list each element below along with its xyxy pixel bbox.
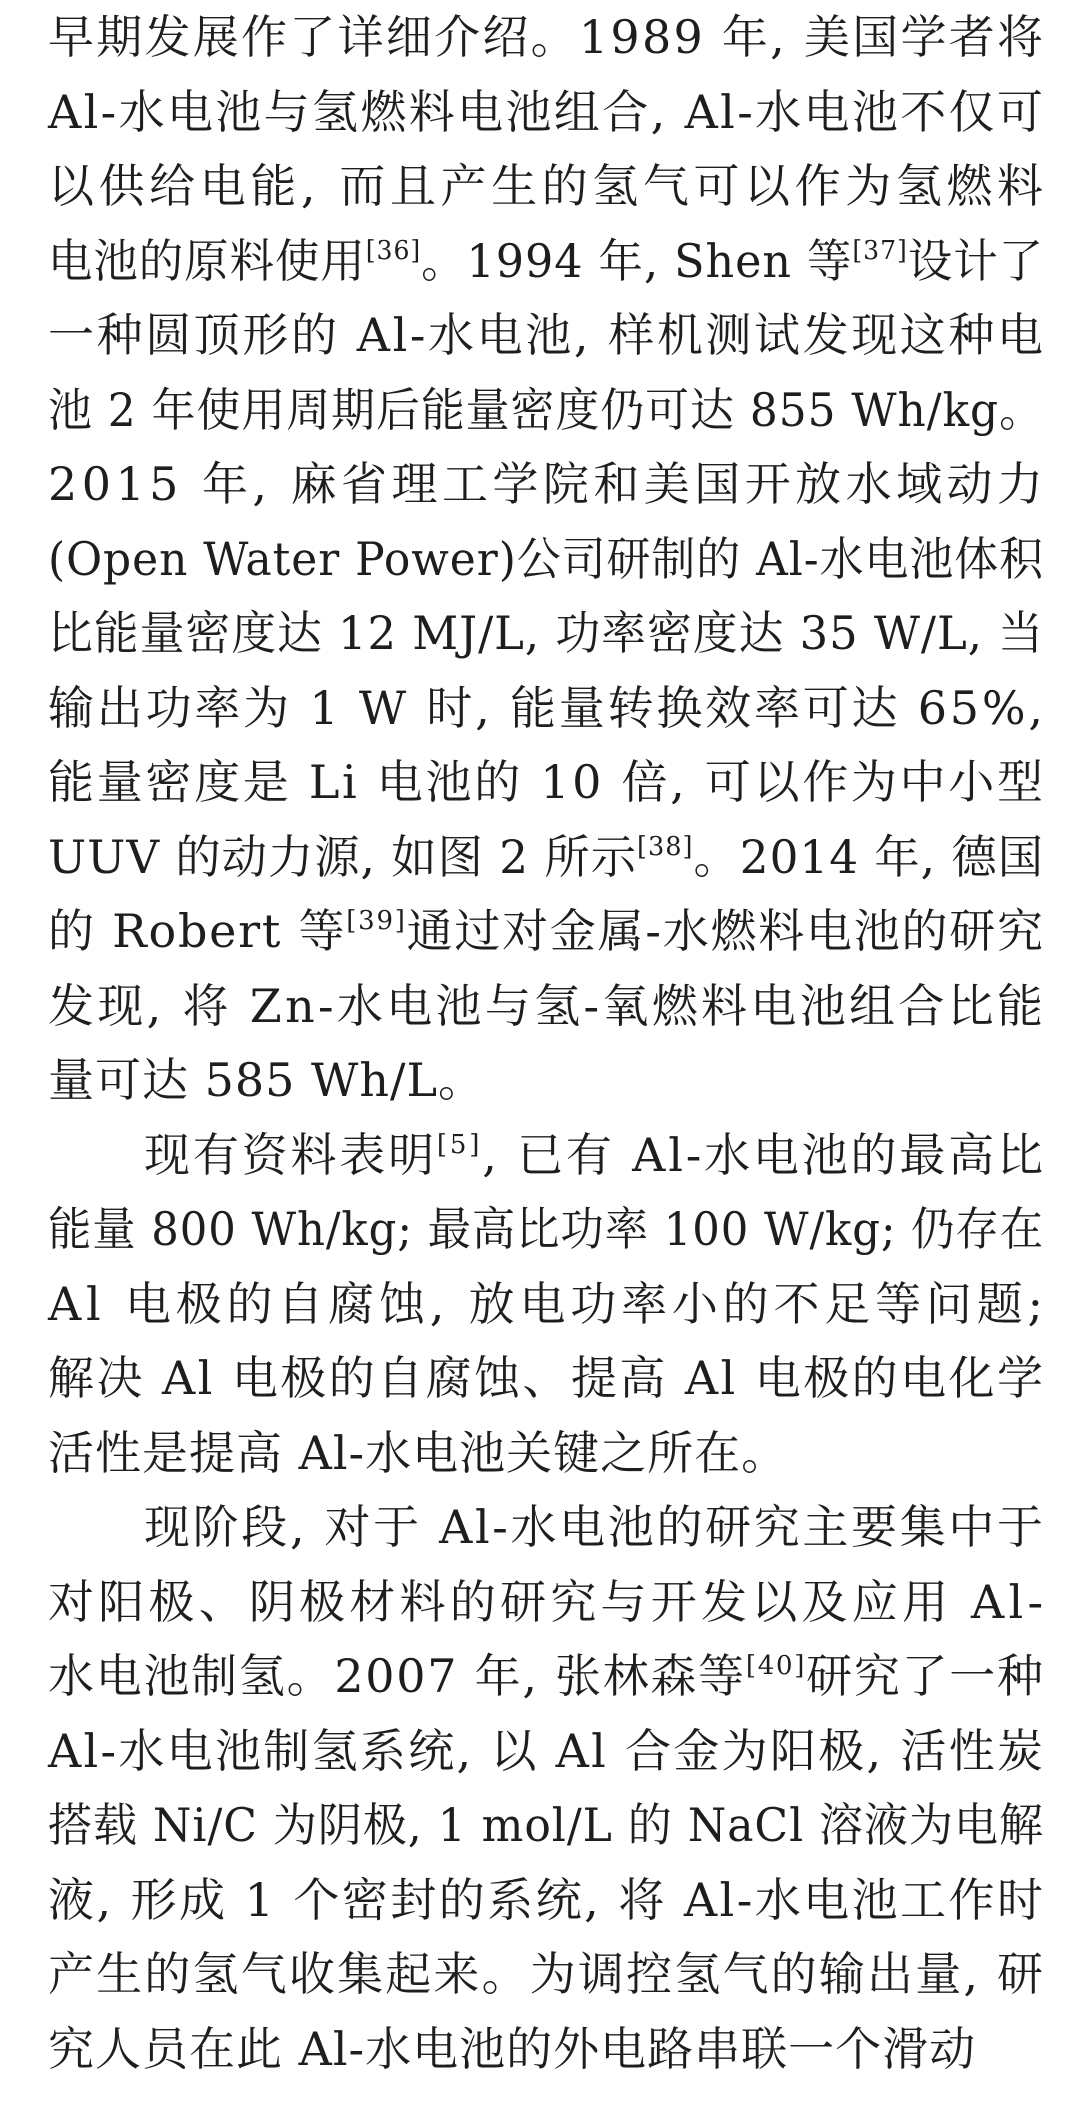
text-segment: 现有资料表明 — [144, 1127, 437, 1182]
text-segment: 的 Robert 等 — [48, 904, 347, 958]
text-segment: 。1994 年, Shen 等 — [421, 233, 853, 288]
line-content — [48, 1416, 788, 1491]
line-content — [144, 1490, 1046, 1565]
line-content — [48, 1863, 1045, 1938]
paragraph — [48, 0, 1048, 1118]
text-segment: 能量密度是 Li 电池的 10 倍, 可以作为中小型 — [48, 755, 1046, 809]
line-content — [144, 1118, 1046, 1193]
text-segment: 电池的原料使用 — [48, 233, 366, 288]
text-segment: 研究了一种 — [806, 1649, 1045, 1703]
text-segment: , 已有 Al-水电池的最高比 — [482, 1127, 1046, 1182]
text-line — [48, 522, 1044, 597]
text-segment: 设计了 — [907, 233, 1044, 288]
text-segment: 现阶段, 对于 Al-水电池的研究主要集中于 — [144, 1500, 1046, 1554]
text-line — [48, 820, 1044, 895]
text-segment: 输出功率为 1 W 时, 能量转换效率可达 65%, — [48, 680, 1046, 735]
text-line — [48, 745, 1044, 820]
text-segment: 早期发展作了详细介绍。1989 年, 美国学者将 — [48, 10, 1046, 64]
text-line — [48, 1192, 1044, 1267]
text-segment: 通过对金属-水燃料电池的研究 — [406, 904, 1045, 958]
text-line — [48, 447, 1048, 522]
line-content — [48, 894, 1045, 969]
text-line — [48, 1937, 1044, 2012]
citation-reference: [36] — [365, 235, 422, 266]
text-line — [48, 1863, 1044, 1938]
line-content — [48, 1565, 1047, 1640]
line-content — [48, 1714, 1045, 1789]
text-segment: 量可达 585 Wh/L。 — [48, 1053, 485, 1107]
text-segment: Al-水电池制氢系统, 以 Al 合金为阳极, 活性炭 — [48, 1723, 1046, 1778]
line-content — [48, 820, 1044, 895]
text-segment: (Open Water Power)公司研制的 Al-水电池体积 — [48, 531, 1044, 586]
line-content — [48, 0, 1045, 75]
text-segment: 以供给电能, 而且产生的氢气可以作为氢燃料 — [48, 159, 1048, 213]
text-segment: 解决 Al 电极的自腐蚀、提高 Al 电极的电化学 — [48, 1351, 1046, 1405]
text-line — [48, 1714, 1044, 1789]
text-segment: 一种圆顶形的 Al-水电池, 样机测试发现这种电 — [48, 308, 1046, 362]
text-segment: 液, 形成 1 个密封的系统, 将 Al-水电池工作时 — [48, 1872, 1046, 1927]
text-line — [48, 1490, 1044, 1565]
line-content — [48, 224, 1044, 299]
text-segment: 能量 800 Wh/kg; 最高比功率 100 W/kg; 仍存在 — [48, 1202, 1044, 1256]
line-content — [48, 2012, 976, 2087]
text-segment: 。2014 年, 德国 — [693, 829, 1044, 884]
text-line — [48, 298, 1044, 373]
line-content — [48, 1341, 1045, 1416]
line-content — [48, 75, 1045, 150]
line-content — [48, 447, 1047, 522]
text-segment: 发现, 将 Zn-水电池与氢-氧燃料电池组合比能 — [48, 978, 1047, 1033]
text-segment: 对阳极、阴极材料的研究与开发以及应用 Al- — [48, 1574, 1048, 1629]
text-line — [48, 224, 1044, 299]
text-line — [48, 75, 1044, 150]
text-line — [48, 596, 1044, 671]
document-page — [48, 0, 1048, 2086]
text-line — [48, 671, 1044, 746]
line-content — [48, 596, 1044, 671]
line-content — [48, 745, 1046, 820]
text-segment: 比能量密度达 12 MJ/L, 功率密度达 35 W/L, 当 — [48, 606, 1044, 660]
line-content — [48, 671, 1046, 746]
text-line — [48, 2012, 1044, 2087]
line-content — [48, 1192, 1044, 1267]
text-segment: 产生的氢气收集起来。为调控氢气的输出量, 研 — [48, 1947, 1046, 2001]
text-line — [48, 373, 1044, 448]
text-segment: 池 2 年使用周期后能量密度仍可达 855 Wh/kg。 — [48, 382, 1044, 437]
text-segment: 搭载 Ni/C 为阴极, 1 mol/L 的 NaCl 溶液为电解 — [48, 1798, 1044, 1852]
line-content — [48, 522, 1044, 597]
text-line — [48, 1043, 1044, 1118]
line-content — [48, 969, 1046, 1044]
text-line — [48, 1416, 1044, 1491]
text-line — [48, 1565, 1048, 1640]
citation-reference: [39] — [346, 906, 407, 936]
citation-reference: [38] — [637, 831, 694, 862]
citation-reference: [5] — [436, 1129, 483, 1160]
text-segment: UUV 的动力源, 如图 2 所示 — [48, 829, 638, 884]
line-content — [48, 1937, 1045, 2012]
line-content — [48, 149, 1048, 224]
text-segment: 水电池制氢。2007 年, 张林森等 — [48, 1649, 746, 1703]
text-line — [48, 149, 1048, 224]
line-content — [48, 298, 1046, 373]
text-segment: 2015 年, 麻省理工学院和美国开放水域动力 — [48, 457, 1048, 511]
text-line — [48, 1341, 1044, 1416]
text-segment: 究人员在此 Al-水电池的外电路串联一个滑动 — [48, 2021, 977, 2076]
text-segment: Al 电极的自腐蚀, 放电功率小的不足等问题; — [48, 1276, 1048, 1331]
paragraph — [48, 1118, 1048, 1491]
text-line — [48, 1639, 1044, 1714]
line-content — [48, 373, 1044, 448]
citation-reference: [37] — [852, 235, 908, 266]
text-line — [48, 969, 1047, 1044]
text-line — [48, 1788, 1044, 1863]
line-content — [48, 1788, 1044, 1863]
paragraph — [48, 1490, 1048, 2086]
line-content — [48, 1043, 485, 1118]
text-line — [48, 1267, 1048, 1342]
text-line — [48, 894, 1044, 969]
citation-reference: [40] — [745, 1651, 807, 1681]
text-segment: 活性是提高 Al-水电池关键之所在。 — [48, 1425, 789, 1480]
line-content — [48, 1267, 1048, 1342]
text-line — [48, 1118, 1044, 1193]
text-segment: Al-水电池与氢燃料电池组合, Al-水电池不仅可 — [48, 84, 1046, 139]
text-line — [48, 0, 1044, 75]
line-content — [48, 1639, 1045, 1714]
